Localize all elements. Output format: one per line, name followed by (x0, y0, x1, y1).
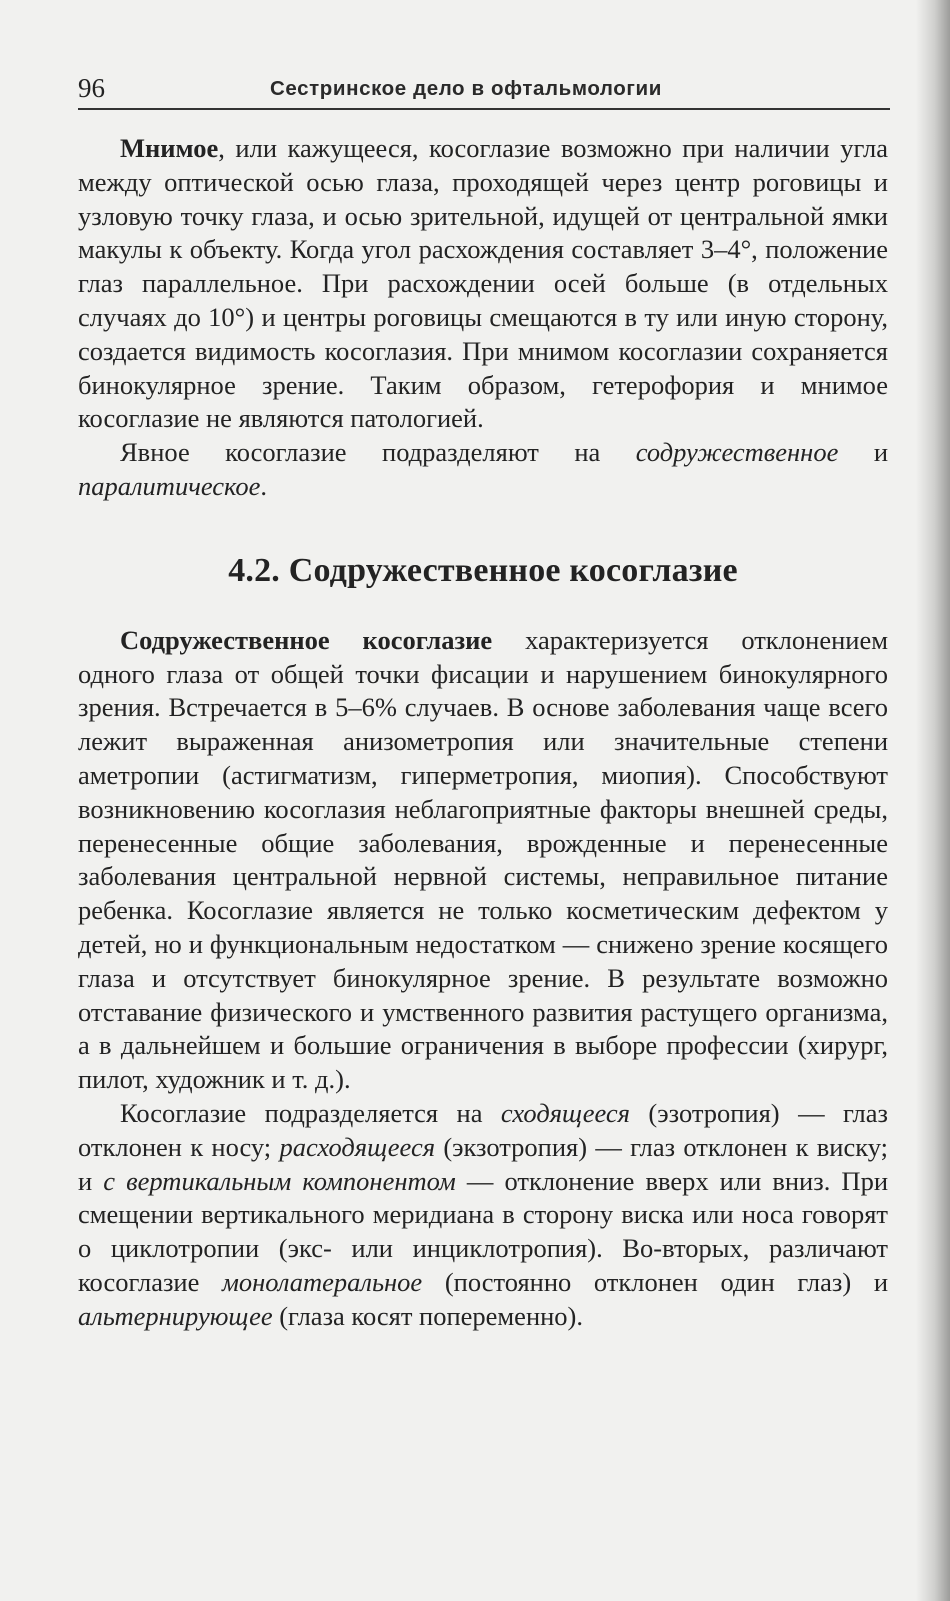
term-divergent: расходящееся (279, 1131, 436, 1162)
paragraph-text: (постоянно отклонен один глаз) и (422, 1266, 889, 1297)
paragraph-text: (эзотропия) — глаз отклонен к носу; (78, 1097, 888, 1162)
paragraph-false-strabismus (78, 132, 888, 436)
page-body (78, 132, 888, 1334)
term-alternating: альтернирующее (78, 1300, 273, 1331)
paragraph-manifest-types (78, 436, 888, 504)
term-concomitant: содружественное (635, 437, 839, 468)
term-monolateral: монолатеральное (222, 1266, 423, 1297)
page-number: 96 (78, 73, 105, 103)
paragraph-text: (экзотропия) — глаз отклонен к виску; и (78, 1131, 888, 1196)
section-heading: 4.2. Содружественное косоглазие (228, 551, 738, 589)
paragraph-text: — отклонение вверх или вниз. При смещении вертикального меридиана в сторону виска или носа говорят о циклотропии (экс- или инциклотропия). Во-вторых, различают косоглазие (78, 1165, 888, 1297)
term-false-strabismus: Мнимое (120, 133, 219, 163)
paragraph-concomitant-definition (78, 624, 888, 1097)
paragraph-text: , или кажущееся, косоглазие возможно при наличии угла между оптической осью глаза, проходящей через центр роговицы и узловую точку глаза, и осью зрительной, идущей от центральной ямки макулы к объекту. Когда угол расхождения составляет 3–4°, положение глаз параллельное. При расхождении осей больше (в отдельных случаях до 10°) и центры роговицы смещаются в ту или иную сторону, создается видимость косоглазия. При мнимом косоглазии сохраняется бинокулярное зрение. Таким образом, гетерофория и мнимое косоглазие не являются патологией. (78, 133, 888, 434)
header-divider (78, 108, 890, 110)
term-convergent: сходящееся (500, 1097, 630, 1128)
paragraph-text: (глаза косят попеременно). (272, 1300, 584, 1331)
paragraph-text: . (260, 470, 268, 501)
term-vertical-component: с вертикальным компонентом (103, 1165, 456, 1196)
term-concomitant-strabismus: Содружественное косоглазие (120, 624, 493, 655)
running-title: Сестринское дело в офтальмологии (270, 77, 662, 100)
term-paralytic: паралитическое (78, 470, 261, 501)
page-edge-shadow (916, 0, 950, 1601)
paragraph-classification (78, 1097, 888, 1334)
running-header (78, 70, 890, 108)
paragraph-text: Явное косоглазие подразделяют на (120, 437, 636, 468)
paragraph-text: характеризуется отклонением одного глаза от общей точки фисации и нарушением бинокулярного зрения. Встречается в 5–6% случаев. В основе заболевания чаще всего лежит выраженная анизометропия или значительные степени аметропии (астигматизм, гиперметропия, миопия). Способствуют возникновению косоглазия неблагоприятные факторы внешней среды, перенесенные общие заболевания, врожденные и перенесенные заболевания центральной нервной системы, неправильное питание ребенка. Косоглазие является не только косметическим дефектом у детей, но и функциональным недостатком — снижено зрение косящего глаза и отсутствует бинокулярное зрение. В результате возможно отставание физического и умственного развития растущего организма, а в дальнейшем и большие ограничения в выборе профессии (хирург, пилот, художник и т. д.). (78, 624, 888, 1095)
paragraph-text: Косоглазие подразделяется на (120, 1097, 501, 1128)
paragraph-text: и (838, 437, 888, 468)
